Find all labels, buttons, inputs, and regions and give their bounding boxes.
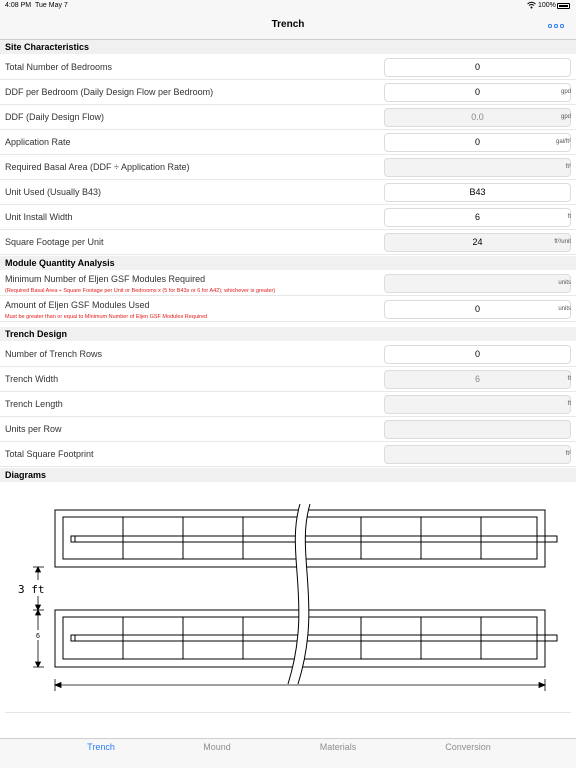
tab-materials[interactable]: Materials (319, 742, 357, 752)
more-options-icon[interactable] (548, 22, 564, 30)
trench-width-output: 6 (384, 370, 571, 389)
status-bar (0, 0, 576, 12)
row-total-bedrooms (0, 55, 576, 80)
field-label: Total Number of Bedrooms (5, 62, 113, 72)
row-unit-used (0, 180, 576, 205)
row-unit-install-width (0, 205, 576, 230)
row-minimum-modules (0, 271, 576, 296)
trench-diagram (0, 484, 576, 714)
unit-label: ft (567, 376, 571, 382)
row-units-per-row (0, 417, 576, 442)
field-label: Trench Width (5, 374, 59, 384)
row-application-rate (0, 130, 576, 155)
row-total-square-footprint (0, 442, 576, 467)
trench-rows-input[interactable]: 0 (384, 345, 571, 364)
spacing-dimension-label: 3 ft (18, 583, 45, 596)
field-label: DDF (Daily Design Flow) (5, 112, 105, 122)
unit-label: units (558, 280, 571, 286)
unit-label: ft (567, 401, 571, 407)
navigation-bar (0, 12, 576, 40)
unit-label: ft² (565, 164, 571, 170)
section-header-trench: Trench Design (0, 327, 576, 341)
unit-label: ft²/unit (554, 239, 571, 245)
tab-conversion[interactable]: Conversion (445, 742, 491, 752)
trench-diagram-drawing (0, 484, 576, 714)
unit-label: gpd (560, 89, 571, 95)
tab-trench[interactable]: Trench (87, 742, 115, 752)
unit-label: ft (567, 214, 571, 220)
square-footage-output: 24 (384, 233, 571, 252)
row-ddf-per-bedroom (0, 80, 576, 105)
unit-install-width-input[interactable]: 6 (384, 208, 571, 227)
field-label: Unit Used (Usually B43) (5, 187, 102, 197)
battery-icon (557, 3, 570, 9)
width-dimension-label: 6 (36, 633, 40, 640)
status-date: Tue May 7 (35, 2, 68, 9)
section-header-diagrams: Diagrams (0, 468, 576, 482)
status-time: 4:08 PM (5, 2, 32, 9)
field-label: Unit Install Width (5, 212, 73, 222)
row-required-basal-area (0, 155, 576, 180)
field-label: Minimum Number of Eljen GSF Modules Required (5, 274, 206, 284)
modules-used-input[interactable]: 0 (384, 300, 571, 319)
ddf-per-bedroom-input[interactable]: 0 (384, 83, 571, 102)
row-trench-width (0, 367, 576, 392)
field-note: (Required Basal Area ÷ Square Footage per Unit or Bedrooms x (5 for B43s or 6 for A42); whichever is greater) (5, 288, 276, 294)
field-label: Trench Length (5, 399, 63, 409)
bedrooms-input[interactable]: 0 (384, 58, 571, 77)
field-label: Amount of Eljen GSF Modules Used (5, 300, 150, 310)
field-label: Application Rate (5, 137, 71, 147)
section-header-site: Site Characteristics (0, 40, 576, 54)
page-title: Trench (271, 19, 305, 30)
application-rate-input[interactable]: 0 (384, 133, 571, 152)
row-ddf (0, 105, 576, 130)
unit-used-input[interactable]: B43 (384, 183, 571, 202)
tab-mound[interactable]: Mound (203, 742, 231, 752)
tab-bar (0, 738, 576, 768)
field-label: Required Basal Area (DDF ÷ Application Rate) (5, 162, 190, 172)
unit-label: ft² (565, 451, 571, 457)
battery-percentage: 100% (538, 2, 556, 9)
wifi-icon (527, 1, 536, 11)
field-label: DDF per Bedroom (Daily Design Flow per Bedroom) (5, 87, 214, 97)
content-divider (5, 712, 571, 713)
form-content[interactable] (0, 40, 576, 738)
unit-label: units (558, 306, 571, 312)
row-trench-length (0, 392, 576, 417)
unit-label: gpd (560, 114, 571, 120)
unit-label: gal/ft² (555, 139, 571, 145)
field-label: Units per Row (5, 424, 62, 434)
section-header-module: Module Quantity Analysis (0, 256, 576, 270)
units-per-row-output (384, 420, 571, 439)
ddf-output: 0.0 (384, 108, 571, 127)
row-number-of-trench-rows (0, 342, 576, 367)
field-label: Number of Trench Rows (5, 349, 103, 359)
row-modules-used (0, 297, 576, 322)
field-label: Total Square Footprint (5, 449, 94, 459)
field-note: Must be greater than or equal to Minimum Number of Eljen GSF Modules Required (5, 314, 208, 320)
field-label: Square Footage per Unit (5, 237, 104, 247)
row-square-footage-per-unit (0, 230, 576, 255)
